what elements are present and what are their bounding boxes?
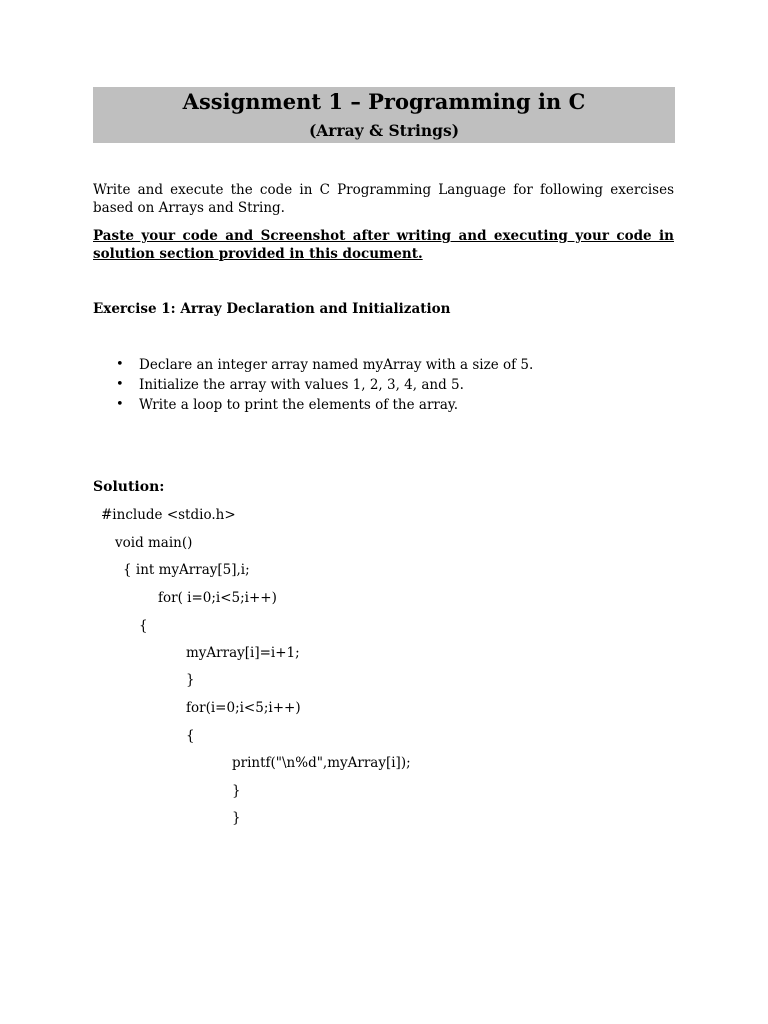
code-line: { — [186, 728, 195, 744]
code-line: for(i=0;i<5;i++) — [186, 700, 301, 716]
document-subtitle: (Array & Strings) — [308, 121, 460, 140]
code-line: { — [139, 618, 148, 634]
code-line: } — [232, 783, 241, 799]
list-item-text: Initialize the array with values 1, 2, 3, 4, and 5. — [139, 377, 464, 393]
document-title: Assignment 1 – Programming in C — [182, 89, 586, 114]
intro-paragraph: Write and execute the code in C Programming Language for following exercises based on Arrays and String. — [93, 182, 674, 216]
code-line: } — [232, 810, 241, 826]
code-line: #include <stdio.h> — [101, 507, 236, 523]
code-line: printf("\n%d",myArray[i]); — [232, 755, 411, 771]
bullet-icon: • — [116, 377, 124, 392]
code-line: for( i=0;i<5;i++) — [158, 590, 277, 606]
list-item-text: Write a loop to print the elements of the array. — [139, 397, 459, 413]
code-line: void main() — [115, 535, 193, 551]
code-line: { int myArray[5],i; — [123, 562, 250, 578]
exercise-heading: Exercise 1: Array Declaration and Initialization — [93, 301, 451, 317]
code-line: myArray[i]=i+1; — [186, 645, 300, 661]
list-item — [93, 395, 674, 415]
solution-heading: Solution: — [93, 479, 165, 495]
code-line: } — [186, 672, 195, 688]
list-item — [93, 375, 674, 395]
exercise-bullet-list — [93, 355, 674, 415]
bullet-icon: • — [116, 357, 124, 372]
instruction-paragraph: Paste your code and Screenshot after writing and executing your code in solution section provided in this document. — [93, 228, 674, 262]
bullet-icon: • — [116, 397, 124, 412]
list-item — [93, 355, 674, 375]
title-banner — [93, 87, 675, 143]
list-item-text: Declare an integer array named myArray with a size of 5. — [139, 357, 534, 373]
